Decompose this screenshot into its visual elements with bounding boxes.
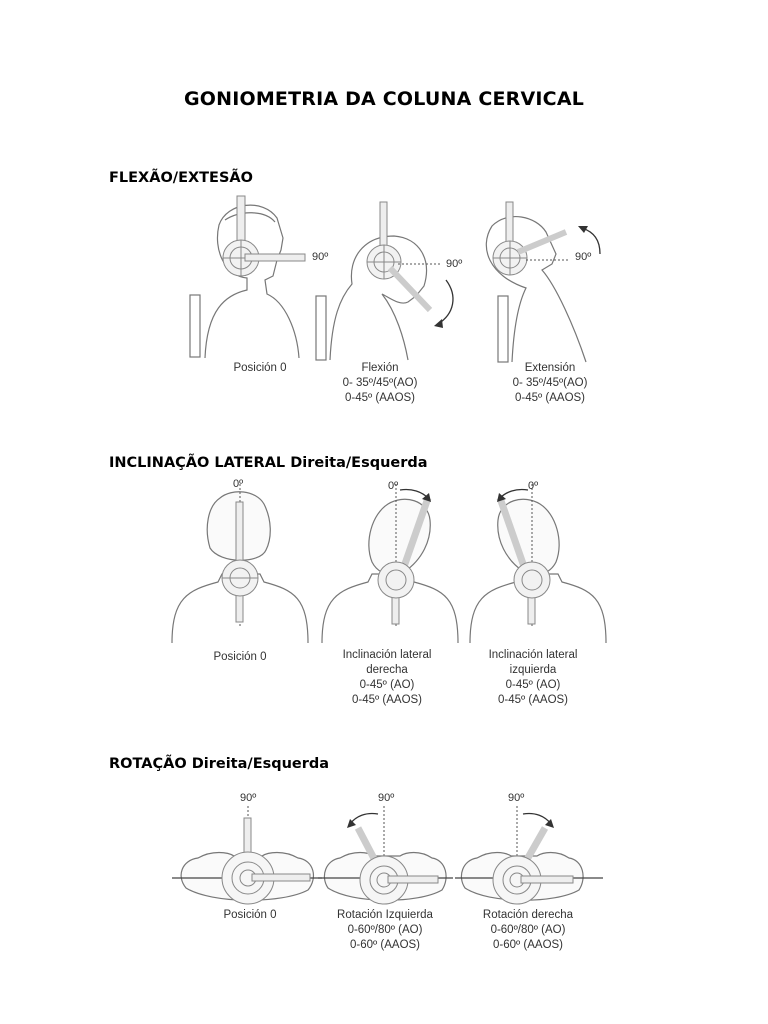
angle-label: 90º <box>378 792 395 804</box>
caption-line: 0-45º (AAOS) <box>344 392 416 404</box>
caption-line: 0-60º (AAOS) <box>492 939 564 951</box>
caption-line: Rotación derecha <box>482 909 574 921</box>
caption-line: Posición 0 <box>233 362 287 374</box>
caption-line: izquierda <box>509 664 557 676</box>
caption-line: 0- 35º/45º(AO) <box>342 377 418 389</box>
angle-label: 0º <box>528 480 539 492</box>
angle-label: 90º <box>575 251 592 263</box>
caption-extension <box>490 361 610 406</box>
caption-line: Posición 0 <box>213 651 267 663</box>
caption-line: Inclinación lateral <box>488 649 578 661</box>
caption-line: Rotación Izquierda <box>337 909 433 921</box>
angle-label: 90º <box>446 258 463 270</box>
caption-line: Posición 0 <box>223 909 277 921</box>
angle-label: 90º <box>508 792 525 804</box>
caption-flexion <box>320 361 440 406</box>
angle-label: 90º <box>312 251 329 263</box>
caption-line: 0-45º (AAOS) <box>514 392 586 404</box>
caption-rotation-right <box>468 908 588 953</box>
caption-rotation-left <box>325 908 445 953</box>
figure-rotation-right <box>455 800 605 910</box>
caption-line: Extensión <box>524 362 576 374</box>
caption-line: 0- 35º/45º(AO) <box>512 377 588 389</box>
caption-line: derecha <box>366 664 408 676</box>
figure-flexion-neutral <box>185 190 325 362</box>
figure-rotation-neutral <box>172 800 322 910</box>
section-heading-rotation: ROTAÇÃO Direita/Esquerda <box>109 756 330 772</box>
angle-label: 0º <box>388 480 399 492</box>
caption-line: 0-60º/80º (AO) <box>347 924 423 936</box>
angle-label: 90º <box>240 792 257 804</box>
figure-lateral-left <box>466 478 611 650</box>
caption-line: 0-45º (AO) <box>505 679 561 691</box>
caption-line: 0-45º (AAOS) <box>351 694 423 706</box>
caption-flexion-neutral <box>210 361 310 376</box>
figure-flexion <box>312 198 464 368</box>
caption-line: 0-60º/80º (AO) <box>490 924 566 936</box>
caption-lateral-right <box>322 648 452 708</box>
caption-line: 0-45º (AO) <box>359 679 415 691</box>
caption-line: Flexión <box>361 362 399 374</box>
figure-rotation-left <box>318 800 453 910</box>
caption-line: 0-45º (AAOS) <box>497 694 569 706</box>
caption-line: 0-60º (AAOS) <box>349 939 421 951</box>
section-heading-lateral-inclination: INCLINAÇÃO LATERAL Direita/Esquerda <box>109 455 428 471</box>
section-heading-flexion-extension: FLEXÃO/EXTESÃO <box>109 170 253 186</box>
caption-lateral-neutral <box>195 650 285 665</box>
figure-lateral-neutral <box>168 478 313 650</box>
caption-rotation-neutral <box>205 908 295 923</box>
document-title: GONIOMETRIA DA COLUNA CERVICAL <box>183 88 585 110</box>
caption-line: Inclinación lateral <box>342 649 432 661</box>
angle-label: 0º <box>233 478 244 490</box>
caption-lateral-left <box>468 648 598 708</box>
figure-extension <box>470 196 620 368</box>
figure-lateral-right <box>318 478 463 650</box>
